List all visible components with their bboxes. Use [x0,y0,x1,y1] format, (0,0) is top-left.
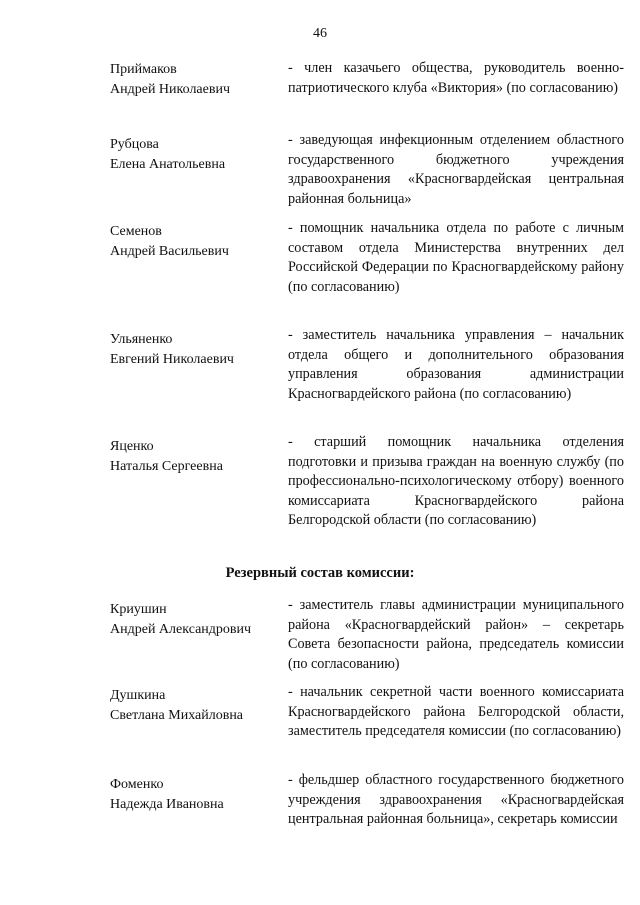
member-surname: Криушин [110,602,167,617]
reserve-member-role: - заместитель главы администрации муниципального района «Красногвардейский район» – секретарь Совета безопасности района, председатель комиссии (по согласованию) [288,597,624,672]
member-given-names: Андрей Николаевич [110,82,230,97]
reserve-member-name [110,600,290,640]
member-role: - член казачьего общества, руководитель военно-патриотического клуба «Виктория» (по согласованию) [288,60,624,96]
member-given-names: Светлана Михайловна [110,708,244,723]
member-surname: Яценко [110,439,154,454]
reserve-member-name [110,686,290,726]
member-role: - помощник начальника отдела по работе с личным составом отдела Министерства внутренних дел Российской Федерации по Красногвардейскому району (по согласованию) [288,220,624,295]
reserve-member-name [110,775,290,815]
member-name [110,330,290,370]
member-surname: Ульяненко [110,332,173,347]
member-surname: Фоменко [110,777,164,792]
member-name [110,222,290,262]
member-role: - заместитель начальника управления – начальник отдела общего и дополнительного образования управления образования администрации Красногвардейского района (по согласованию) [288,327,624,402]
member-given-names: Елена Анатольевна [110,157,226,172]
reserve-heading: Резервный состав комиссии: [225,565,415,581]
member-name [110,437,290,477]
member-given-names: Андрей Александрович [110,622,252,637]
member-name [110,135,290,175]
member-surname: Рубцова [110,137,159,152]
member-given-names: Надежда Ивановна [110,797,224,812]
member-given-names: Наталья Сергеевна [110,459,223,474]
member-given-names: Андрей Васильевич [110,244,229,259]
member-surname: Приймаков [110,62,177,77]
member-given-names: Евгений Николаевич [110,352,234,367]
page-number: 46 [313,26,327,41]
member-name [110,60,290,100]
reserve-member-role: - начальник секретной части военного комиссариата Красногвардейского района Белгородской области, заместитель председателя комиссии (по согласованию) [288,684,624,739]
member-surname: Семенов [110,224,162,239]
member-surname: Душкина [110,688,166,703]
reserve-member-role: - фельдшер областного государственного бюджетного учреждения здравоохранения «Красногвардейская центральная районная больница», секретарь комиссии [288,772,624,827]
member-role: - старший помощник начальника отделения подготовки и призыва граждан на военную службу (по профессионально-психологическому отбору) военного комиссариата Красногвардейского района Белгородской области (по согласованию) [288,434,624,528]
member-role: - заведующая инфекционным отделением областного государственного бюджетного учреждения здравоохранения «Красногвардейская центральная районная больница» [288,132,624,207]
